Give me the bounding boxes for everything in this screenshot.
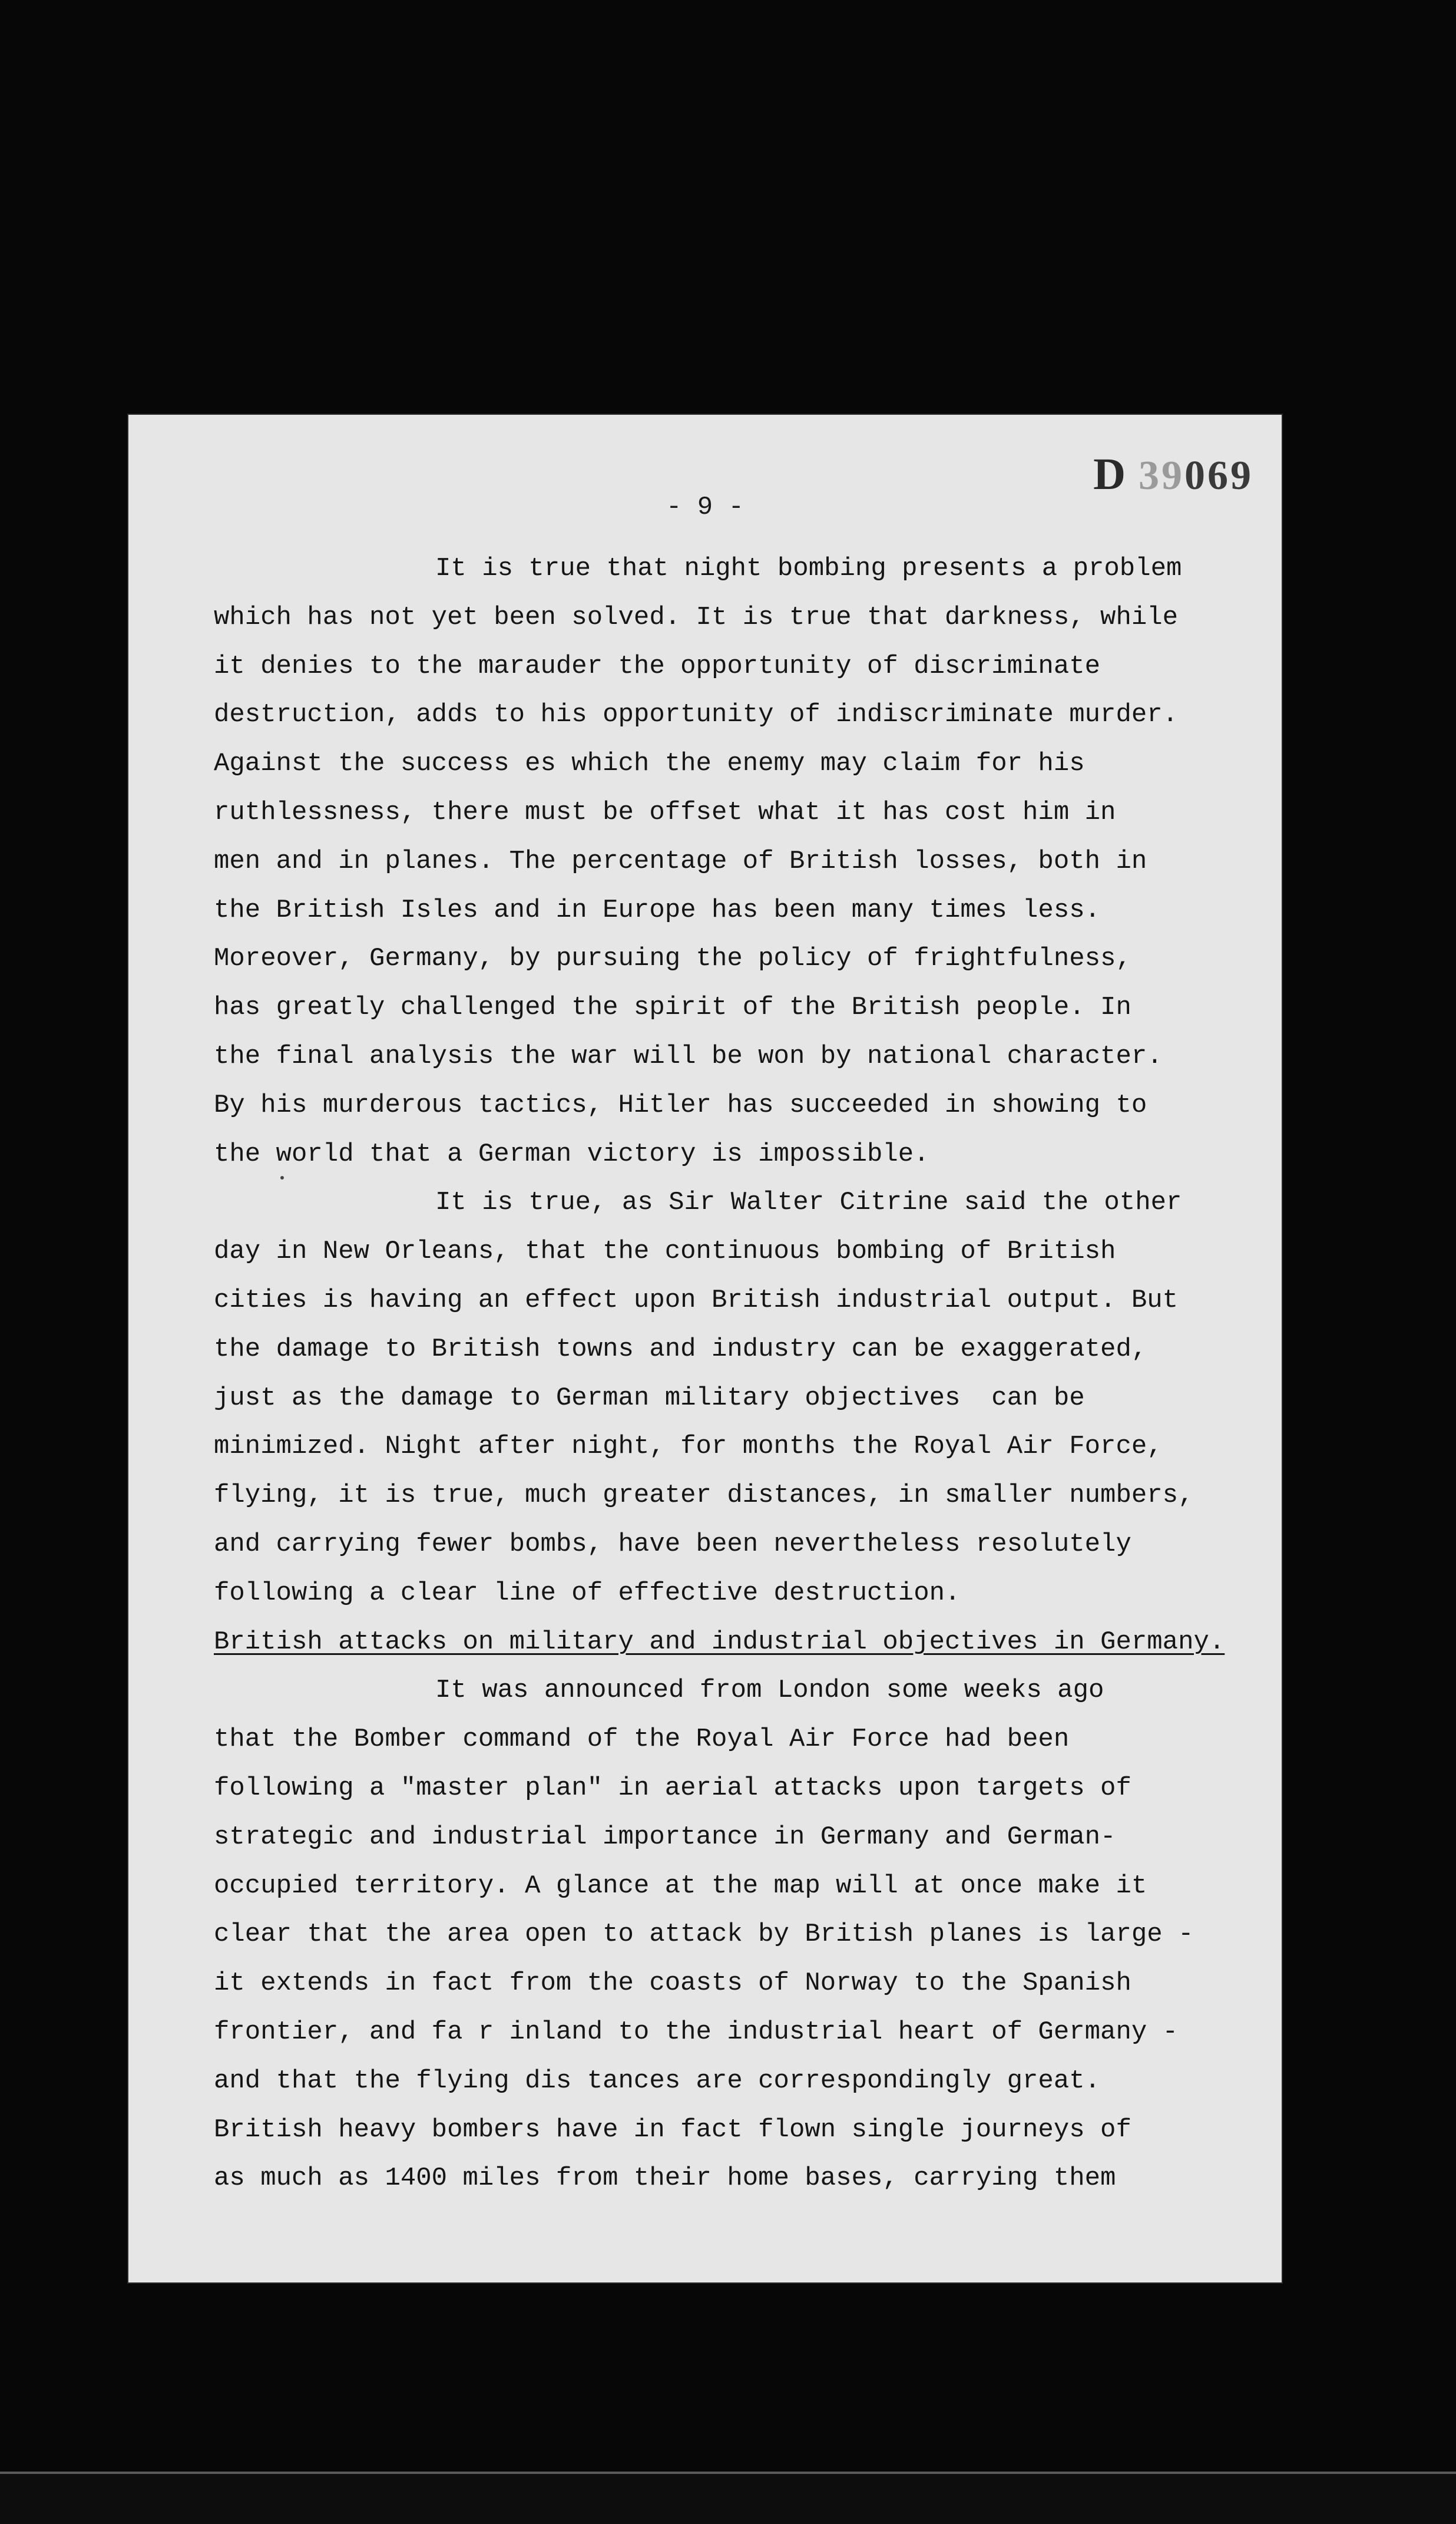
text-line: the world that a German victory is impossible. (214, 1139, 929, 1169)
scanner-edge-strip (0, 2472, 1456, 2524)
text-line: following a "master plan" in aerial attacks upon targets of (214, 1773, 1131, 1803)
text-line: It is true, as Sir Walter Citrine said the other (435, 1188, 1182, 1218)
section-heading: British attacks on military and industrial objectives in Germany. (214, 1627, 1225, 1657)
text-line: following a clear line of effective destruction. (214, 1578, 961, 1608)
text-line: ruthlessness, there must be offset what it has cost him in (214, 797, 1116, 827)
text-line: It is true that night bombing presents a problem (435, 554, 1182, 583)
text-line: and carrying fewer bombs, have been nevertheless resolutely (214, 1529, 1131, 1559)
archive-stamp-number: 069 (1184, 453, 1253, 498)
text-line: destruction, adds to his opportunity of indiscriminate murder. (214, 700, 1179, 730)
text-line: has greatly challenged the spirit of the British people. In (214, 993, 1131, 1023)
text-line: frontier, and fa r inland to the industrial heart of Germany - (214, 2017, 1179, 2047)
text-line: day in New Orleans, that the continuous bombing of British (214, 1237, 1116, 1267)
body-text (214, 544, 1262, 2203)
text-line: Against the success es which the enemy may claim for his (214, 749, 1085, 779)
page-number: - 9 - (666, 493, 744, 522)
text-line: Moreover, Germany, by pursuing the policy of frightfulness, (214, 944, 1131, 974)
text-line: strategic and industrial importance in Germany and German- (214, 1822, 1116, 1852)
text-line: clear that the area open to attack by British planes is large - (214, 1920, 1194, 1950)
text-line: that the Bomber command of the Royal Air Force had been (214, 1724, 1070, 1755)
text-line: as much as 1400 miles from their home bases, carrying them (214, 2163, 1116, 2193)
text-line: British heavy bombers have in fact flown single journeys of (214, 2115, 1131, 2145)
archive-stamp-prefix: D (1093, 450, 1128, 499)
text-line: it denies to the marauder the opportunity of discriminate (214, 651, 1101, 681)
text-line: the British Isles and in Europe has been many times less. (214, 895, 1101, 925)
text-line: By his murderous tactics, Hitler has succeeded in showing to (214, 1090, 1147, 1120)
text-line: just as the damage to German military objectives can be (214, 1383, 1085, 1413)
archive-stamp-faded-digits: 39 (1139, 453, 1184, 498)
typewritten-page (128, 415, 1282, 2282)
text-line: which has not yet been solved. It is true that darkness, while (214, 602, 1179, 632)
text-line: minimized. Night after night, for months the Royal Air Force, (214, 1432, 1163, 1462)
text-line: flying, it is true, much greater distances, in smaller numbers, (214, 1481, 1194, 1511)
text-line: it extends in fact from the coasts of Norway to the Spanish (214, 1968, 1131, 1998)
text-line: It was announced from London some weeks ago (435, 1676, 1104, 1706)
text-line: cities is having an effect upon British industrial output. But (214, 1285, 1179, 1315)
text-line: occupied territory. A glance at the map will at once make it (214, 1871, 1147, 1901)
text-line: men and in planes. The percentage of British losses, both in (214, 846, 1147, 876)
text-line: and that the flying dis tances are correspondingly great. (214, 2066, 1101, 2096)
text-line: the final analysis the war will be won by national character. (214, 1041, 1163, 1071)
text-line: the damage to British towns and industry can be exaggerated, (214, 1334, 1147, 1364)
